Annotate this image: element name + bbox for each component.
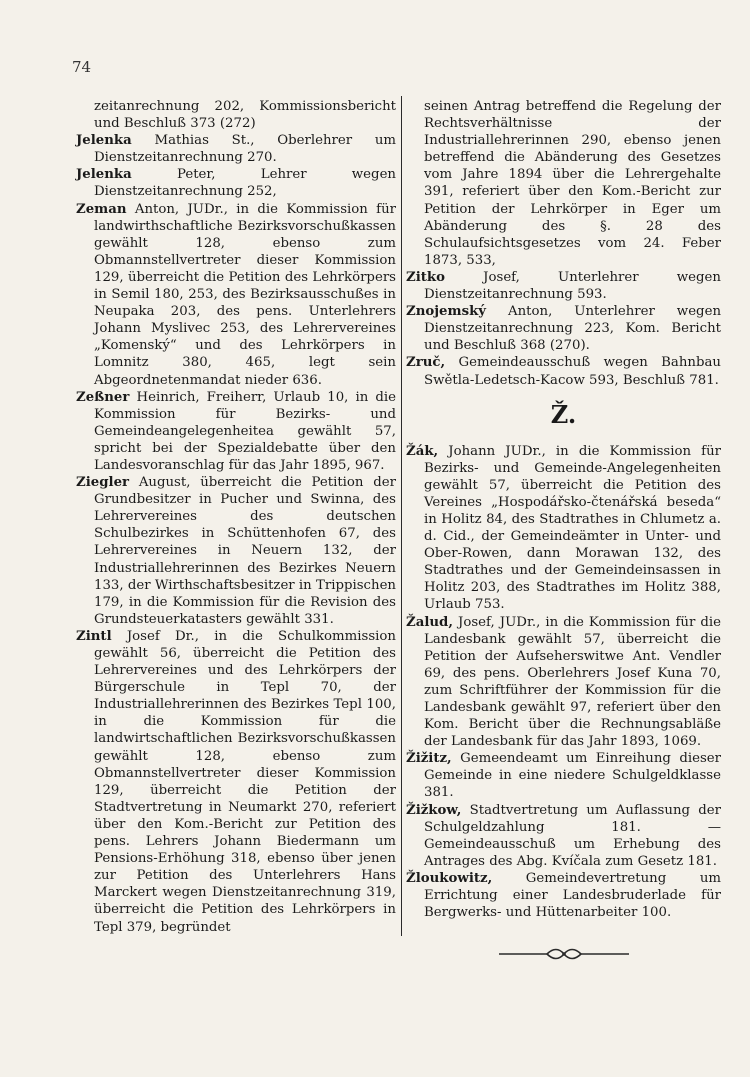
continuation-text: zeitanrechnung 202, Kommissionsbericht und Beschluß 373 (272) <box>94 99 396 132</box>
entry-text: Gemeendeamt um Einreihung dieser Gemeinde in eine niedere Schulgeldklasse 381. <box>424 751 721 801</box>
continuation-text: seinen Antrag betreffend die Regelung der Rechtsverhältnisse der Industriallehrerinnen 290, ebenso jenen betreffend die Abänderung des Gesetzes vom Jahre 1894 über die Lehrergehalte 391, referiert über den Kom.-Bericht zur Petition der Lehrkörper in Eger um Abänderung des §. 28 des Schulaufsichtsgesetzes vom 24. Feber 1873, 533, <box>424 99 721 268</box>
entry-name: Žižitz, <box>406 751 452 767</box>
entry-name: Jelenka <box>76 167 132 183</box>
entry-text: Johann JUDr., in die Kommission für Bezirks- und Gemeinde-Angelegenheiten gewählt 57, überreicht die Petition des Vereines „Hospodářsko-čtenářská beseda“ in Holitz 84, des Stadtrathes in Chlumetz a. d. Cid., der Gemeindeämter in Unter- und Ober-Rowen, dann Morawan 132, des Stadtrathes und der Gemeindeinsassen in Holitz 203, des Stadtrathes im Holitz 388, Urlaub 753. <box>424 443 721 613</box>
entry-text: Anton, JUDr., in die Kommission für landwirthschaftliche Bezirksvorschußkassen gewählt 128, ebenso zum Obmannstellvertreter dieser Kommission 129, überreicht die Petition des Lehrkörpers in Semil 180, 253, des Bezirksausschußes in Neupaka 203, des pens. Unterlehrers Johann Myslivec 253, des Lehrervereines „Komenský“ und des Lehrkörpers in Lomnitz 380, 465, legt sein Abgeordnetenmandat nieder 636. <box>94 201 396 388</box>
entry-text: Mathias St., Oberlehrer um Dienstzeitanrechnung 270. <box>94 133 396 166</box>
left-column <box>76 98 396 936</box>
index-entry <box>406 614 721 751</box>
entry-text: Josef, JUDr., in die Kommission für die Landesbank gewählt 57, überreicht die Petition der Aufseherswitwe Ant. Vendler 69, des pens. Oberlehrers Josef Kuna 70, zum Schriftführer der Kommission für die Landesbank gewählt 97, referiert über den Kom. Bericht über die Rechnungsabläße der Landesbank für das Jahr 1893, 1069. <box>424 614 721 750</box>
index-entry <box>76 201 396 389</box>
entry-text: Anton, Unterlehrer wegen Dienstzeitanrechnung 223, Kom. Bericht und Beschluß 368 (270). <box>424 304 722 354</box>
index-entry <box>76 628 396 936</box>
entry-name: Zintl <box>76 628 112 644</box>
ornament-divider-icon <box>497 947 631 961</box>
entry-text: Gemeindevertretung um Errichtung einer Landesbruderlade für Bergwerks- und Hüttenarbeiter 100. <box>424 870 722 921</box>
index-entry <box>76 166 396 200</box>
index-entry <box>406 354 721 388</box>
entry-text: Josef, Unterlehrer wegen Dienstzeitanrechnung 593. <box>424 269 721 303</box>
entry-name: Zruč, <box>406 355 446 371</box>
index-entry <box>406 870 721 921</box>
page-number: 74 <box>72 58 92 76</box>
entry-text: Heinrich, Freiherr, Urlaub 10, in die Kommission für Bezirks- und Gemeindeangelegenheitea gewählt 57, spricht bei der Spezialdebatte über den Landesvoranschlag für das Jahr 1895, 967. <box>94 389 396 473</box>
index-entry <box>406 750 721 801</box>
entry-name: Žák, <box>406 443 439 459</box>
index-entry <box>406 443 721 614</box>
entry-text: Gemeindeausschuß wegen Bahnbau Swětla-Ledetsch-Kacow 593, Beschluß 781. <box>424 355 721 388</box>
entry-text: Josef Dr., in die Schulkommission gewählt 56, überreicht die Petition des Lehrervereines und des Lehrkörpers der Bürgerschule in Tepl 70, der Industriallehrerinnen des Bezirkes Tepl 100, in die Kommission für die landwirtschaftlichen Bezirksvorschußkassen gewählt 128, ebenso zum Obmannstellvertreter dieser Kommission 129, überreicht die Petition der Stadtvertretung in Neumarkt 270, referiert über den Kom.-Bericht zur Petition des pens. Lehrers Johann Biedermann um Pensions-Erhöhung 318, ebenso über jenen zur Petition des Unterlehrers Hans Marckert wegen Dienstzeitanrechnung 319, überreicht die Petition des Lehrkörpers in Tepl 379, begründet <box>94 628 396 935</box>
entry-name: Ziegler <box>76 475 130 491</box>
index-entry <box>76 132 396 166</box>
entry-name: Zitko <box>406 269 445 285</box>
entry-name: Žloukowitz, <box>406 870 493 886</box>
entry-name: Jelenka <box>76 133 132 149</box>
index-entry <box>76 474 396 628</box>
index-entry <box>406 303 721 354</box>
entry-text: Peter, Lehrer wegen Dienstzeitanrechnung 252, <box>94 167 396 200</box>
entry-name: Znojemský <box>406 304 487 320</box>
index-entry <box>406 802 721 870</box>
section-heading: Ž. <box>550 399 577 429</box>
entry-name: Žalud, <box>406 614 453 630</box>
entry-text: August, überreicht die Petition der Grundbesitzer in Pucher und Swinna, des Lehrervereines des deutschen Schulbezirkes in Schüttenhofen 67, des Lehrervereines in Neuern 132, der Industriallehrerinnen des Bezirkes Neuern 133, der Wirthschaftsbesitzer in Trippischen 179, in die Kommission für die Revision des Grundsteuerkatasters gewählt 331. <box>94 475 396 627</box>
entry-name: Žižkow, <box>406 802 462 818</box>
entry-name: Zeman <box>76 201 127 217</box>
index-entry <box>406 269 721 303</box>
entry-text: Stadtvertretung um Auflassung der Schulgeldzahlung 181. — Gemeindeausschuß um Erhebung des Antrages des Abg. Kvíčala zum Gesetz 181. <box>424 802 721 869</box>
entry-name: Zeßner <box>76 389 130 405</box>
index-entry <box>76 389 396 474</box>
right-column <box>406 98 721 921</box>
column-divider <box>401 96 402 936</box>
